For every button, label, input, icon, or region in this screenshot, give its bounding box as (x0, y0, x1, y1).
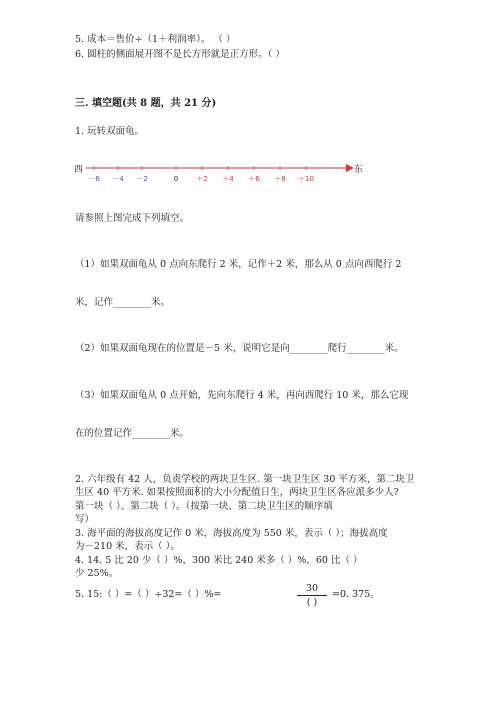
fill-question-3-line-b: 为－210 米，表示（ ）。 (75, 541, 180, 552)
number-line-tick-label: ＋2 (196, 175, 208, 183)
fill-question-4-line-b: 少 25%。 (75, 568, 119, 579)
number-line-tick-label: －6 (88, 175, 100, 183)
number-line-tick-label: ＋4 (222, 175, 234, 183)
fill-question-1-title: 1. 玩转双面龟。 (75, 126, 145, 137)
fill-question-1-part-1b: 米，记作________米。 (75, 297, 171, 308)
fill-question-1-part-1a: （1）如果双面龟从 0 点向东爬行 2 米，记作＋2 米，那么从 0 点向西爬行 2 (75, 259, 402, 270)
west-label: 西 (74, 165, 84, 175)
fill-question-1-part-3a: （3）如果双面龟从 0 点开始，先向东爬行 4 米，再向西爬行 10 米，那么它现 (75, 390, 409, 401)
number-line-tick-label: ＋6 (248, 175, 260, 183)
number-line-tick-label: －2 (136, 175, 148, 183)
fill-question-1-part-2: （2）如果双面龟现在的位置是－5 米，说明它是向________爬行________米。 (75, 343, 404, 354)
fraction-denominator: ( ) (306, 597, 318, 608)
number-line-tick-label: ＋8 (274, 175, 286, 183)
question-5: 5. 成本＝售价÷（1＋利润率）。 （ ） (75, 34, 236, 45)
fill-question-2-line-a: 2. 六年级有 42 人，负责学校的两块卫生区. 第一块卫生区 30 平方米，第二块卫 (75, 474, 415, 485)
section-heading: 三. 填空题(共 8 题，共 21 分) (75, 98, 217, 109)
number-line-figure (74, 158, 374, 188)
number-line-tick-label: 0 (173, 175, 179, 183)
fill-question-1-part-3b: 在的位置记作________米。 (75, 428, 190, 439)
fill-question-5-left: 5. 15:（ ）=（ ）÷32=（ ）%= (75, 589, 222, 600)
fraction-bar (297, 595, 327, 596)
arrow-head-icon (346, 164, 354, 172)
fraction (297, 583, 327, 608)
fill-question-2-line-b: 生区 40 平方米. 如果按照面积的大小分配值日生，两块卫生区各应派多少人? (75, 487, 399, 498)
fill-question-4-line-a: 4. 14. 5 比 20 少（ ）%，300 米比 240 米多（ ）%，60 比（ ） (75, 555, 363, 566)
fill-question-2-line-d: 写） (75, 514, 95, 525)
number-line-tick-label: ＋10 (298, 175, 314, 183)
fill-question-5-right: =0. 375。 (332, 589, 380, 600)
fraction-numerator: 30 (305, 583, 319, 594)
number-line-tick-label: －4 (112, 175, 124, 183)
fill-question-1-instruction: 请参照上图完成下列填空。 (75, 213, 190, 224)
question-6: 6. 圆柱的侧面展开图不是长方形就是正方形。（ ） (75, 49, 285, 60)
fill-question-2-line-c: 第一块（ ）、第二块（ ）。（按第一块、第二块卫生区的顺序填 (75, 501, 333, 512)
fill-question-3-line-a: 3. 海平面的海拔高度记作 0 米，海拔高度为 550 米，表示（ ）；海拔高度 (75, 528, 388, 539)
east-label: 东 (354, 165, 364, 175)
